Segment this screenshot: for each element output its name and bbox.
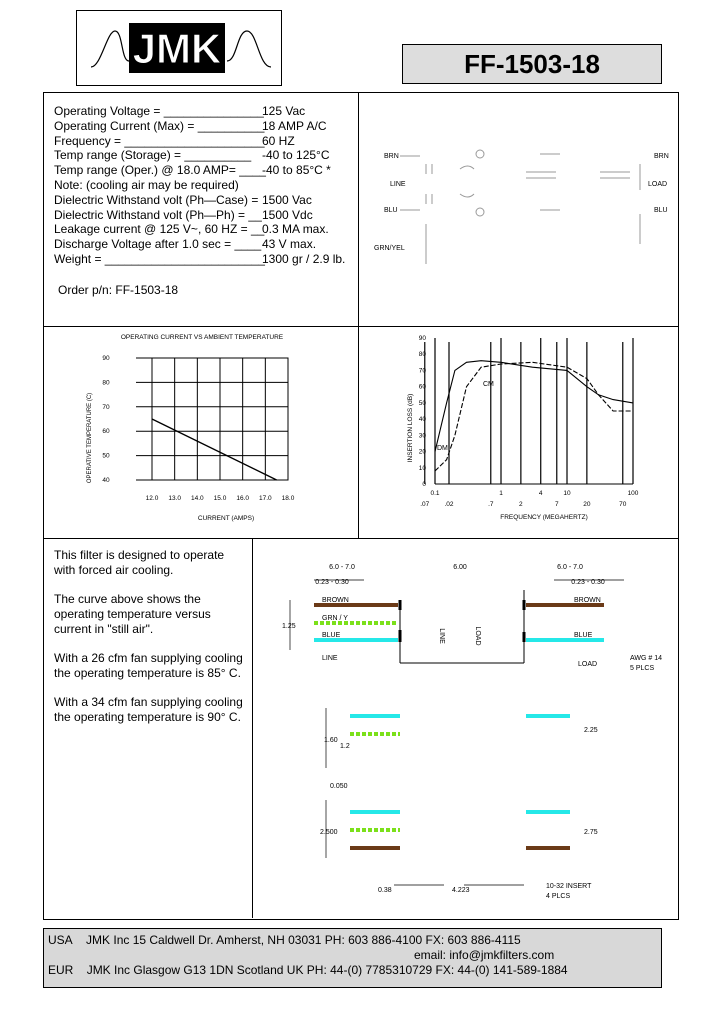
dim-12: 1.2 [340,743,350,750]
chart2-xtick-bottom: .02 [444,501,454,508]
sch-brn-right: BRN [654,153,669,160]
chart1-title: OPERATING CURRENT VS AMBIENT TEMPERATURE [120,334,284,341]
chart1-ytick: 50 [102,452,110,460]
dim-038: 0.38 [378,887,392,894]
body-load-label: LOAD [474,626,481,646]
body-line-label: LINE [438,628,445,644]
chart2-ylabel: INSERTION LOSS (dB) [407,393,414,463]
cooling-notes [54,548,244,739]
chart2-xlabel: FREQUENCY (MEGAHERTZ) [500,514,588,521]
dim-125: 1.25 [282,623,296,630]
spec-value: 43 V max. [262,237,317,252]
chart2-ytick: 50 [418,399,426,407]
spec-value: 0.3 MA max. [262,222,329,237]
wire-blue-left-label: BLUE [322,632,341,639]
chart2-ytick: 20 [418,448,426,456]
chart2-label-dm: DM [437,445,448,452]
chart1-xtick: 12.0 [145,495,159,502]
footer-usa-tag: USA [48,933,73,947]
chart2-xtick-top: 0.1 [430,490,440,497]
wire-blue-right-label: BLUE [574,632,593,639]
chart2-series-cm [435,361,633,452]
spec-label: Dielectric Withstand volt (Ph—Ph) = __ [54,207,262,222]
schematic-traces [400,150,640,264]
note-1: This filter is designed to operate with forced air cooling. [54,548,225,577]
note-2: The curve above shows the operating temperature versus current in "still air". [54,592,211,636]
chart2-xtick-top: 4 [538,490,543,497]
dim-body: 6.00 [453,564,467,571]
spec-row [54,134,345,149]
sch-blu-right: BLU [654,207,668,214]
spec-value: 125 Vac [262,104,306,118]
chart1-ytick: 70 [102,403,110,411]
spec-value: -40 to 85°C * [262,163,331,178]
footer-usa-row [48,933,521,947]
spec-row [54,178,345,193]
chart2-xtick-bottom: 7 [554,501,559,508]
temp-current-chart [44,328,356,536]
load-side-label: LOAD [578,661,598,668]
chart2-ytick: 60 [418,383,426,391]
chart2-xtick-top: 10 [563,490,571,497]
chart2-xtick-top: 100 [627,490,639,497]
chart2-ytick: 90 [418,335,426,342]
chart1-ylabel: OPERATIVE TEMPERATURE (C) [87,392,93,484]
spec-label: Operating Current (Max) = __________ [54,118,265,133]
note-4: With a 34 cfm fan supplying cooling the operating temperature is 90° C. [54,695,243,724]
chart2-ytick: 40 [418,416,426,424]
dim-275: 2.75 [584,829,598,836]
spec-row [54,193,345,208]
part-number-title: FF-1503-18 [402,44,662,84]
divider-2 [43,538,678,539]
wire-grn-left-label: GRN / Y [322,615,348,622]
spec-row [54,104,345,119]
spec-row [54,208,345,223]
mechanical-drawing [254,540,676,916]
dim-050: 0.050 [330,783,348,790]
chart1-ytick: 80 [102,379,110,387]
footer-eur-row [48,963,568,977]
footer-eur-text: JMK Inc Glasgow G13 1DN Scotland UK PH: 44-(0) 7785310729 FX: 44-(0) 141-589-1884 [86,963,568,977]
chart2-series-dm [435,362,633,471]
chart1-xlabel: CURRENT (AMPS) [197,515,255,522]
insert-plcs-label: 4 PLCS [546,893,571,900]
spec-value: 1500 Vac [262,192,312,207]
dim-4223: 4.223 [452,887,470,894]
chart2-ytick: 10 [418,464,426,472]
chart1-xtick: 18.0 [281,495,295,502]
divider-1 [43,326,678,327]
dimension-lines [290,580,624,885]
spec-row [54,222,345,237]
spec-label: Temp range (Oper.) @ 18.0 AMP= ____ [54,163,266,178]
spec-label: Note: (cooling air may be required) [54,177,239,192]
spec-label: Temp range (Storage) = __________ [54,148,252,163]
chart1-xtick: 16.0 [236,495,249,502]
wire-brown-left-label: BROWN [322,597,349,604]
dim-strip-right: 0.23 - 0.30 [571,579,605,586]
chart2-label-cm: CM [483,381,494,388]
spec-label: Operating Voltage = _______________ [54,104,264,118]
spec-row [54,119,345,134]
sch-blu-left: BLU [384,207,398,214]
divider-v2 [252,538,253,918]
chart2-ytick: 80 [418,351,426,359]
chart2-ytick: 0 [422,481,426,488]
dim-wire-right: 6.0 - 7.0 [557,564,583,571]
chart2-ytick: 70 [418,367,426,375]
spec-row [54,237,345,252]
chart2-xtick-bottom: .7 [488,501,494,508]
order-pn: Order p/n: FF-1503-18 [58,282,179,297]
logo-text: JMK [132,25,222,72]
chart1-series-line [152,419,277,480]
jmk-logo [77,11,281,85]
spec-value: -40 to 125°C [262,148,330,163]
chart2-xtick-bottom: 70 [619,501,627,508]
footer-eur-tag: EUR [48,963,74,977]
footer-usa-text: JMK Inc 15 Caldwell Dr. Amherst, NH 03031 PH: 603 886-4100 FX: 603 886-4115 [86,933,521,947]
line-side-label: LINE [322,655,338,662]
spec-value: 18 AMP A/C [262,118,327,133]
dim-160: 1.60 [324,737,338,744]
spec-label: Weight = ________________________ [54,251,265,266]
dim-225: 2.25 [584,727,598,734]
chart2-xtick-top: 1 [499,490,503,497]
spec-label: Leakage current @ 125 V~, 60 HZ = __ [54,222,265,237]
spec-label: Dielectric Withstand volt (Ph—Case) = [54,192,259,207]
logo-box [76,10,282,86]
spec-list [54,104,345,298]
awg-label: AWG # 14 [630,655,663,662]
schematic-diagram [360,94,676,324]
wire-brown-right-label: BROWN [574,597,601,604]
spec-row [54,148,345,163]
spec-row [54,163,345,178]
spec-value: 1300 gr / 2.9 lb. [262,251,346,266]
plcs-label: 5 PLCS [630,665,655,672]
sch-load: LOAD [648,181,668,188]
insertion-loss-chart [359,328,676,536]
chart1-xtick: 14.0 [191,495,204,502]
insert-label: 10-32 INSERT [546,883,592,890]
spec-row [54,252,345,267]
chart2-xtick-bottom: 20 [583,501,591,508]
dim-strip-left: 0.23 - 0.30 [315,579,349,586]
spec-label: Discharge Voltage after 1.0 sec = ____ [54,237,262,252]
footer-email[interactable]: email: info@jmkfilters.com [414,948,555,962]
chart1-xtick: 13.0 [168,495,181,502]
sch-line: LINE [390,181,406,188]
dim-2500: 2.500 [320,829,338,836]
chart2-xtick-bottom: .07 [420,501,430,508]
chart2-xtick-bottom: 2 [519,501,523,508]
chart1-ytick: 90 [102,355,110,362]
sch-brn-left: BRN [384,153,399,160]
body-outline [400,590,524,663]
chart1-xtick: 17.0 [259,495,272,502]
chart2-ytick: 30 [418,432,426,440]
chart1-ytick: 60 [102,428,110,436]
chart1-ytick: 40 [102,477,110,484]
spec-label: Frequency = _____________________ [54,133,265,148]
chart1-xtick: 15.0 [213,495,227,502]
spec-value: 60 HZ [262,133,295,148]
dim-wire-left: 6.0 - 7.0 [329,564,355,571]
spec-value: 1500 Vdc [262,207,313,222]
contact-footer [43,928,662,988]
note-3: With a 26 cfm fan supplying cooling the operating temperature is 85° C. [54,651,243,680]
sch-grn: GRN/YEL [374,245,405,252]
